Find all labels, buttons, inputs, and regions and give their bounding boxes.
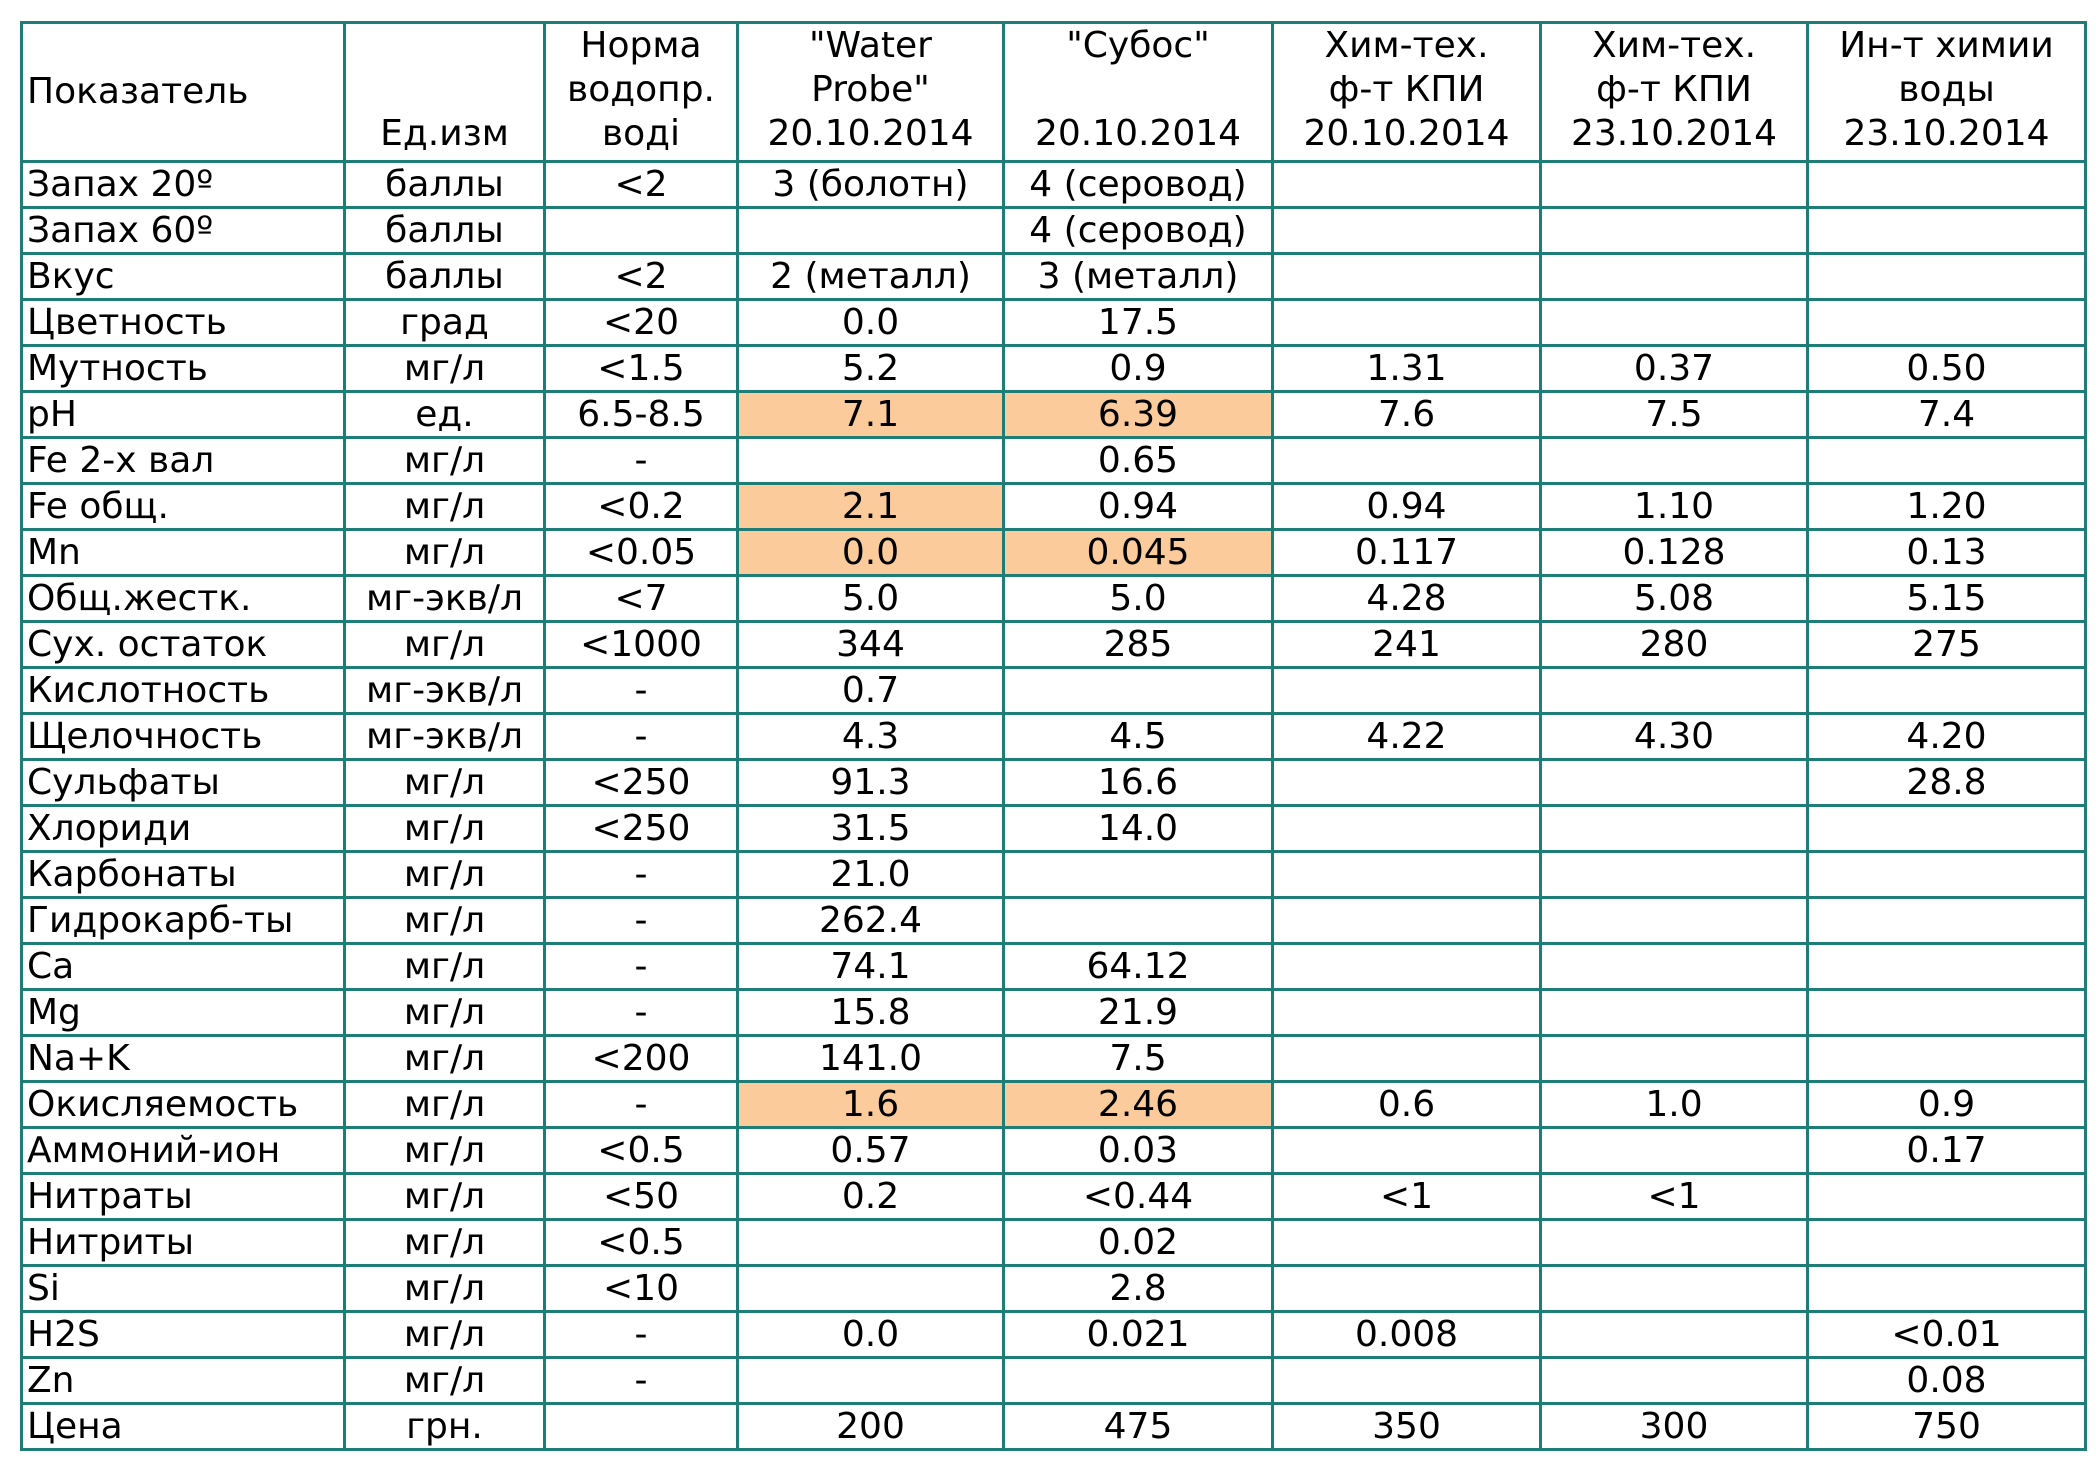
kpi-20-value — [1273, 668, 1541, 714]
water-probe-value: 3 (болотн) — [738, 162, 1004, 208]
subos-value: 0.02 — [1004, 1220, 1273, 1266]
header-line: 20.10.2014 — [767, 113, 974, 154]
water-analysis-table — [20, 21, 2087, 1451]
table-header-row — [22, 23, 2086, 162]
institute-value: 275 — [1808, 622, 2086, 668]
unit-cell: мг/л — [345, 760, 545, 806]
subos-value: 0.65 — [1004, 438, 1273, 484]
subos-value: 2.8 — [1004, 1266, 1273, 1312]
unit-cell: мг/л — [345, 1312, 545, 1358]
subos-value: 285 — [1004, 622, 1273, 668]
kpi-20-value — [1273, 300, 1541, 346]
header-line: Хим-тех. — [1591, 25, 1757, 66]
institute-value — [1808, 898, 2086, 944]
unit-cell: мг/л — [345, 944, 545, 990]
water-probe-value: 21.0 — [738, 852, 1004, 898]
kpi-20-value — [1273, 1220, 1541, 1266]
unit-cell: мг-экв/л — [345, 668, 545, 714]
header-line: ф-т КПИ — [1328, 69, 1485, 110]
indicator-cell: Si — [22, 1266, 345, 1312]
unit-cell: мг/л — [345, 1082, 545, 1128]
header-line: воді — [601, 113, 681, 154]
kpi-23-value — [1541, 806, 1808, 852]
subos-value: <0.44 — [1004, 1174, 1273, 1220]
kpi-23-value: 0.37 — [1541, 346, 1808, 392]
norm-cell: - — [545, 898, 738, 944]
indicator-cell: Ca — [22, 944, 345, 990]
norm-cell: - — [545, 990, 738, 1036]
header-line: 23.10.2014 — [1843, 113, 2050, 154]
table-row — [22, 806, 2086, 852]
header-line: Показатель — [27, 71, 249, 112]
indicator-cell: Нитраты — [22, 1174, 345, 1220]
kpi-23-value — [1541, 438, 1808, 484]
kpi-20-value — [1273, 438, 1541, 484]
kpi-20-value — [1273, 1266, 1541, 1312]
norm-cell: <20 — [545, 300, 738, 346]
norm-cell: <50 — [545, 1174, 738, 1220]
norm-cell: <200 — [545, 1036, 738, 1082]
unit-cell: мг/л — [345, 806, 545, 852]
kpi-20-value: 350 — [1273, 1404, 1541, 1450]
institute-value: <0.01 — [1808, 1312, 2086, 1358]
water-probe-value: 0.0 — [738, 530, 1004, 576]
kpi-23-value — [1541, 1220, 1808, 1266]
unit-cell: мг-экв/л — [345, 714, 545, 760]
kpi-23-value — [1541, 208, 1808, 254]
institute-value: 0.9 — [1808, 1082, 2086, 1128]
water-probe-value: 0.2 — [738, 1174, 1004, 1220]
unit-cell: мг-экв/л — [345, 576, 545, 622]
subos-value: 0.9 — [1004, 346, 1273, 392]
header-institute — [1808, 23, 2086, 162]
table-row — [22, 760, 2086, 806]
table-row — [22, 576, 2086, 622]
norm-cell: <2 — [545, 162, 738, 208]
norm-cell: <1.5 — [545, 346, 738, 392]
header-line: Ед.изм — [380, 113, 509, 154]
unit-cell: баллы — [345, 208, 545, 254]
table-row — [22, 1312, 2086, 1358]
kpi-20-value: <1 — [1273, 1174, 1541, 1220]
header-kpi-20 — [1273, 23, 1541, 162]
kpi-20-value: 241 — [1273, 622, 1541, 668]
norm-cell: - — [545, 438, 738, 484]
table-row — [22, 990, 2086, 1036]
indicator-cell: Mn — [22, 530, 345, 576]
indicator-cell: Цветность — [22, 300, 345, 346]
header-line: воды — [1898, 69, 1995, 110]
table-row — [22, 346, 2086, 392]
table-row — [22, 714, 2086, 760]
norm-cell: - — [545, 1312, 738, 1358]
kpi-20-value — [1273, 208, 1541, 254]
subos-value: 6.39 — [1004, 392, 1273, 438]
subos-value: 17.5 — [1004, 300, 1273, 346]
unit-cell: град — [345, 300, 545, 346]
kpi-20-value: 1.31 — [1273, 346, 1541, 392]
kpi-20-value — [1273, 806, 1541, 852]
water-probe-value: 0.57 — [738, 1128, 1004, 1174]
header-line: Норма — [580, 25, 702, 66]
norm-cell: <7 — [545, 576, 738, 622]
water-probe-value: 2 (металл) — [738, 254, 1004, 300]
header-line: 23.10.2014 — [1570, 113, 1778, 154]
kpi-23-value — [1541, 944, 1808, 990]
indicator-cell: Fe 2-х вал — [22, 438, 345, 484]
kpi-23-value: 300 — [1541, 1404, 1808, 1450]
water-probe-value: 200 — [738, 1404, 1004, 1450]
header-line: 20.10.2014 — [1034, 113, 1242, 154]
header-line: Хим-тех. — [1324, 25, 1489, 66]
kpi-20-value — [1273, 852, 1541, 898]
unit-cell: мг/л — [345, 438, 545, 484]
institute-value: 0.50 — [1808, 346, 2086, 392]
kpi-23-value — [1541, 1036, 1808, 1082]
unit-cell: мг/л — [345, 852, 545, 898]
norm-cell: - — [545, 1358, 738, 1404]
indicator-cell: H2S — [22, 1312, 345, 1358]
institute-value — [1808, 1266, 2086, 1312]
subos-value: 21.9 — [1004, 990, 1273, 1036]
water-probe-value: 344 — [738, 622, 1004, 668]
subos-value: 5.0 — [1004, 576, 1273, 622]
unit-cell: баллы — [345, 254, 545, 300]
kpi-23-value — [1541, 852, 1808, 898]
header-line: "Субос" — [1066, 25, 1210, 66]
subos-value — [1004, 852, 1273, 898]
subos-value: 0.94 — [1004, 484, 1273, 530]
subos-value: 0.045 — [1004, 530, 1273, 576]
water-probe-value: 1.6 — [738, 1082, 1004, 1128]
unit-cell: мг/л — [345, 622, 545, 668]
norm-cell: <0.05 — [545, 530, 738, 576]
indicator-cell: Кислотность — [22, 668, 345, 714]
unit-cell: мг/л — [345, 1220, 545, 1266]
institute-value — [1808, 1220, 2086, 1266]
indicator-cell: Хлориди — [22, 806, 345, 852]
kpi-23-value — [1541, 668, 1808, 714]
table-row — [22, 162, 2086, 208]
kpi-23-value — [1541, 254, 1808, 300]
water-probe-value — [738, 1266, 1004, 1312]
water-probe-value: 2.1 — [738, 484, 1004, 530]
norm-cell: <0.5 — [545, 1128, 738, 1174]
water-probe-value: 0.0 — [738, 300, 1004, 346]
indicator-cell: Mg — [22, 990, 345, 1036]
table-row — [22, 1174, 2086, 1220]
indicator-cell: Запах 20º — [22, 162, 345, 208]
indicator-cell: Общ.жестк. — [22, 576, 345, 622]
table-row — [22, 530, 2086, 576]
kpi-23-value: 1.0 — [1541, 1082, 1808, 1128]
header-line — [1005, 68, 1271, 112]
institute-value: 1.20 — [1808, 484, 2086, 530]
norm-cell: - — [545, 714, 738, 760]
institute-value: 7.4 — [1808, 392, 2086, 438]
kpi-23-value — [1541, 1266, 1808, 1312]
norm-cell: 6.5-8.5 — [545, 392, 738, 438]
header-norm — [545, 23, 738, 162]
water-probe-value: 5.0 — [738, 576, 1004, 622]
kpi-23-value: 7.5 — [1541, 392, 1808, 438]
header-indicator — [22, 23, 345, 162]
table-row — [22, 1404, 2086, 1450]
institute-value — [1808, 806, 2086, 852]
header-line: Ин-т химии — [1839, 25, 2054, 66]
water-probe-value: 5.2 — [738, 346, 1004, 392]
unit-cell: мг/л — [345, 484, 545, 530]
header-line: Probe" — [811, 69, 930, 110]
kpi-20-value — [1273, 990, 1541, 1036]
unit-cell: баллы — [345, 162, 545, 208]
table-row — [22, 944, 2086, 990]
kpi-23-value: 5.08 — [1541, 576, 1808, 622]
norm-cell: - — [545, 1082, 738, 1128]
norm-cell: <0.2 — [545, 484, 738, 530]
table-row — [22, 622, 2086, 668]
kpi-23-value — [1541, 1358, 1808, 1404]
subos-value: 3 (металл) — [1004, 254, 1273, 300]
indicator-cell: Сух. остаток — [22, 622, 345, 668]
header-water-probe — [738, 23, 1004, 162]
unit-cell: мг/л — [345, 1036, 545, 1082]
kpi-23-value — [1541, 1128, 1808, 1174]
table-row — [22, 1036, 2086, 1082]
table-row — [22, 668, 2086, 714]
unit-cell: мг/л — [345, 1358, 545, 1404]
header-line: 20.10.2014 — [1303, 113, 1510, 154]
institute-value — [1808, 1036, 2086, 1082]
table-row — [22, 208, 2086, 254]
kpi-23-value: 0.128 — [1541, 530, 1808, 576]
indicator-cell: Сульфаты — [22, 760, 345, 806]
institute-value — [1808, 852, 2086, 898]
header-subos — [1004, 23, 1273, 162]
norm-cell: <250 — [545, 760, 738, 806]
water-probe-value: 15.8 — [738, 990, 1004, 1036]
unit-cell: мг/л — [345, 1266, 545, 1312]
water-probe-value: 31.5 — [738, 806, 1004, 852]
indicator-cell: Гидрокарб-ты — [22, 898, 345, 944]
institute-value: 0.08 — [1808, 1358, 2086, 1404]
table-row — [22, 392, 2086, 438]
subos-value: 475 — [1004, 1404, 1273, 1450]
kpi-20-value — [1273, 1036, 1541, 1082]
header-line: ф-т КПИ — [1596, 69, 1752, 110]
norm-cell — [545, 1404, 738, 1450]
subos-value: 0.03 — [1004, 1128, 1273, 1174]
indicator-cell: Fe общ. — [22, 484, 345, 530]
subos-value: 7.5 — [1004, 1036, 1273, 1082]
indicator-cell: Вкус — [22, 254, 345, 300]
water-probe-value: 0.7 — [738, 668, 1004, 714]
kpi-23-value — [1541, 898, 1808, 944]
kpi-20-value — [1273, 1358, 1541, 1404]
header-line: "Water — [809, 25, 932, 66]
kpi-20-value — [1273, 1128, 1541, 1174]
indicator-cell: Нитриты — [22, 1220, 345, 1266]
norm-cell: <0.5 — [545, 1220, 738, 1266]
norm-cell: - — [545, 668, 738, 714]
norm-cell: <10 — [545, 1266, 738, 1312]
kpi-23-value — [1541, 990, 1808, 1036]
institute-value: 5.15 — [1808, 576, 2086, 622]
institute-value: 4.20 — [1808, 714, 2086, 760]
water-probe-value — [738, 1358, 1004, 1404]
kpi-20-value — [1273, 760, 1541, 806]
indicator-cell: Na+K — [22, 1036, 345, 1082]
unit-cell: мг/л — [345, 1128, 545, 1174]
norm-cell: - — [545, 944, 738, 990]
indicator-cell: Запах 60º — [22, 208, 345, 254]
indicator-cell: Окисляемость — [22, 1082, 345, 1128]
indicator-cell: Щелочность — [22, 714, 345, 760]
subos-value: 4.5 — [1004, 714, 1273, 760]
institute-value: 750 — [1808, 1404, 2086, 1450]
norm-cell: <2 — [545, 254, 738, 300]
water-probe-value — [738, 208, 1004, 254]
institute-value: 28.8 — [1808, 760, 2086, 806]
unit-cell: мг/л — [345, 898, 545, 944]
institute-value — [1808, 162, 2086, 208]
table-row — [22, 438, 2086, 484]
norm-cell: <250 — [545, 806, 738, 852]
indicator-cell: Zn — [22, 1358, 345, 1404]
table-row — [22, 852, 2086, 898]
norm-cell: - — [545, 852, 738, 898]
subos-value: 16.6 — [1004, 760, 1273, 806]
kpi-20-value: 0.117 — [1273, 530, 1541, 576]
subos-value — [1004, 668, 1273, 714]
kpi-20-value: 4.22 — [1273, 714, 1541, 760]
unit-cell: грн. — [345, 1404, 545, 1450]
subos-value: 4 (серовод) — [1004, 208, 1273, 254]
unit-cell: мг/л — [345, 990, 545, 1036]
kpi-23-value — [1541, 1312, 1808, 1358]
table-row — [22, 1128, 2086, 1174]
unit-cell: мг/л — [345, 1174, 545, 1220]
header-kpi-23 — [1541, 23, 1808, 162]
kpi-20-value — [1273, 898, 1541, 944]
institute-value — [1808, 990, 2086, 1036]
kpi-20-value: 0.6 — [1273, 1082, 1541, 1128]
institute-value — [1808, 300, 2086, 346]
kpi-23-value — [1541, 760, 1808, 806]
kpi-20-value — [1273, 944, 1541, 990]
water-probe-value — [738, 1220, 1004, 1266]
unit-cell: ед. — [345, 392, 545, 438]
header-unit — [345, 23, 545, 162]
kpi-20-value: 4.28 — [1273, 576, 1541, 622]
kpi-20-value — [1273, 254, 1541, 300]
water-probe-value: 74.1 — [738, 944, 1004, 990]
norm-cell: <1000 — [545, 622, 738, 668]
kpi-23-value — [1541, 162, 1808, 208]
kpi-23-value: 4.30 — [1541, 714, 1808, 760]
indicator-cell: Аммоний-ион — [22, 1128, 345, 1174]
table-row — [22, 1358, 2086, 1404]
kpi-23-value: 280 — [1541, 622, 1808, 668]
indicator-cell: Цена — [22, 1404, 345, 1450]
table-row — [22, 300, 2086, 346]
table-row — [22, 898, 2086, 944]
table-row — [22, 254, 2086, 300]
indicator-cell: pH — [22, 392, 345, 438]
kpi-23-value: 1.10 — [1541, 484, 1808, 530]
indicator-cell: Мутность — [22, 346, 345, 392]
table-row — [22, 484, 2086, 530]
norm-cell — [545, 208, 738, 254]
water-probe-value: 91.3 — [738, 760, 1004, 806]
institute-value — [1808, 668, 2086, 714]
table-row — [22, 1082, 2086, 1128]
institute-value: 0.17 — [1808, 1128, 2086, 1174]
institute-value — [1808, 208, 2086, 254]
table-row — [22, 1220, 2086, 1266]
subos-value — [1004, 1358, 1273, 1404]
institute-value: 0.13 — [1808, 530, 2086, 576]
kpi-20-value: 0.008 — [1273, 1312, 1541, 1358]
water-probe-value: 7.1 — [738, 392, 1004, 438]
subos-value: 64.12 — [1004, 944, 1273, 990]
water-probe-value — [738, 438, 1004, 484]
kpi-23-value — [1541, 300, 1808, 346]
header-line: водопр. — [567, 69, 715, 110]
subos-value — [1004, 898, 1273, 944]
subos-value: 4 (серовод) — [1004, 162, 1273, 208]
subos-value: 2.46 — [1004, 1082, 1273, 1128]
indicator-cell: Карбонаты — [22, 852, 345, 898]
kpi-23-value: <1 — [1541, 1174, 1808, 1220]
subos-value: 14.0 — [1004, 806, 1273, 852]
institute-value — [1808, 438, 2086, 484]
table-row — [22, 1266, 2086, 1312]
unit-cell: мг/л — [345, 530, 545, 576]
water-probe-value: 0.0 — [738, 1312, 1004, 1358]
water-probe-value: 4.3 — [738, 714, 1004, 760]
institute-value — [1808, 254, 2086, 300]
institute-value — [1808, 1174, 2086, 1220]
institute-value — [1808, 944, 2086, 990]
water-probe-value: 262.4 — [738, 898, 1004, 944]
water-probe-value: 141.0 — [738, 1036, 1004, 1082]
subos-value: 0.021 — [1004, 1312, 1273, 1358]
kpi-20-value: 7.6 — [1273, 392, 1541, 438]
unit-cell: мг/л — [345, 346, 545, 392]
kpi-20-value: 0.94 — [1273, 484, 1541, 530]
kpi-20-value — [1273, 162, 1541, 208]
